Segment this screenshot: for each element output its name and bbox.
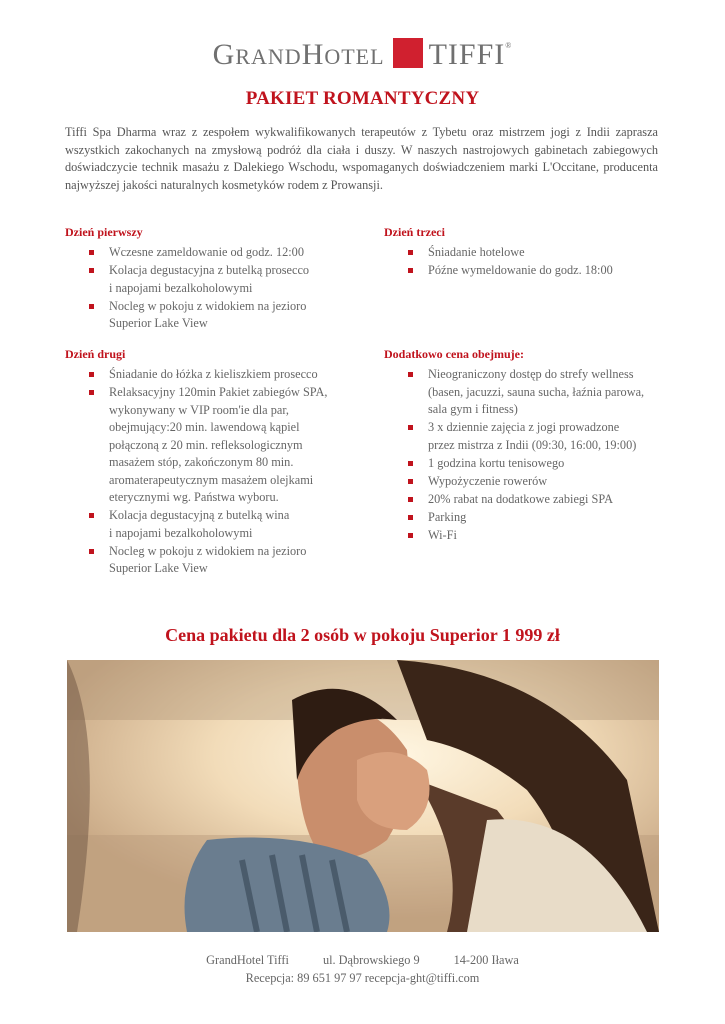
footer-contact: Recepcja: 89 651 97 97 recepcja-ght@tiffi.com [245, 971, 480, 985]
extras-section [384, 347, 704, 545]
intro-paragraph: Tiffi Spa Dharma wraz z zespołem wykwalifikowanych terapeutów z Tybetu oraz mistrzem jogi z Indii zaprasza wszystkich zakochanych na zmysłową podróż dla ciała i duszy. W naszych nastrojowych gabinetach zabiegowych doświadczycie technik masażu z Dalekiego Wschodu, wspomaganych doświadczeniem marki L'Occitane, producenta najwyższej jakości naturalnych kosmetyków rodem z Prowansji. [65, 125, 658, 192]
list-item: 20% rabat na dodatkowe zabiegi SPA [384, 491, 704, 509]
list-item: Późne wymeldowanie do godz. 18:00 [384, 262, 684, 280]
hotel-logo [0, 38, 725, 72]
package-price: Cena pakietu dla 2 osób w pokoju Superior 1 999 zł [165, 625, 560, 645]
day2-list [65, 366, 365, 578]
extras-list [384, 366, 704, 544]
footer-address-line [0, 951, 725, 969]
logo-text-grand: RAND [235, 44, 302, 69]
day2-section [65, 347, 365, 578]
logo-text-hotel: OTEL [324, 44, 385, 69]
day2-heading: Dzień drugi [65, 347, 126, 361]
list-item: 3 x dziennie zajęcia z jogi prowadzone przez mistrza z Indii (09:30, 16:00, 19:00) [384, 419, 704, 454]
page-title: PAKIET ROMANTYCZNY [245, 88, 480, 109]
list-item: Nieograniczony dostęp do strefy wellness (basen, jacuzzi, sauna sucha, łaźnia parowa, sala gym i fitness) [384, 366, 704, 419]
day3-section [384, 225, 684, 280]
registered-mark: ® [505, 41, 513, 50]
logo-text-tiffi: TIFFI [428, 38, 506, 71]
list-item: Wi-Fi [384, 527, 704, 545]
list-item: Nocleg w pokoju z widokiem na jezioro Superior Lake View [65, 298, 365, 333]
list-item: Śniadanie do łóżka z kieliszkiem prosecco [65, 366, 365, 384]
list-item: Parking [384, 509, 704, 527]
logo-text-grand-initial: G [212, 38, 236, 71]
day1-list [65, 244, 365, 333]
extras-heading: Dodatkowo cena obejmuje: [384, 347, 524, 361]
day3-heading: Dzień trzeci [384, 225, 445, 239]
footer-city: 14-200 Iława [453, 953, 519, 967]
list-item: Nocleg w pokoju z widokiem na jezioro Superior Lake View [65, 543, 365, 578]
logo-red-square-icon [393, 38, 423, 68]
list-item: Śniadanie hotelowe [384, 244, 684, 262]
list-item: 1 godzina kortu tenisowego [384, 455, 704, 473]
day1-heading: Dzień pierwszy [65, 225, 143, 239]
list-item: Kolacja degustacyjną z butelką wina i napojami bezalkoholowymi [65, 507, 365, 542]
couple-photo [67, 660, 659, 932]
logo-text-hotel-initial: H [301, 38, 325, 71]
list-item: Relaksacyjny 120min Pakiet zabiegów SPA, wykonywany w VIP room'ie dla par, obejmujący:20 min. lawendową kąpiel połączoną z 20 min. refleksologicznym masażem stóp, zakończonym 80 min. aromaterapeutycznym masażem olejkami eterycznymi wg. Państwa wyboru. [65, 384, 365, 507]
list-item: Wypożyczenie rowerów [384, 473, 704, 491]
list-item: Kolacja degustacyjna z butelką prosecco i napojami bezalkoholowymi [65, 262, 365, 297]
footer-street: ul. Dąbrowskiego 9 [322, 953, 420, 967]
day3-list [384, 244, 684, 280]
couple-kissing-image [67, 660, 659, 932]
footer-hotel-name: GrandHotel Tiffi [206, 953, 289, 967]
day1-section [65, 225, 365, 333]
list-item: Wczesne zameldowanie od godz. 12:00 [65, 244, 365, 262]
footer [0, 951, 725, 987]
